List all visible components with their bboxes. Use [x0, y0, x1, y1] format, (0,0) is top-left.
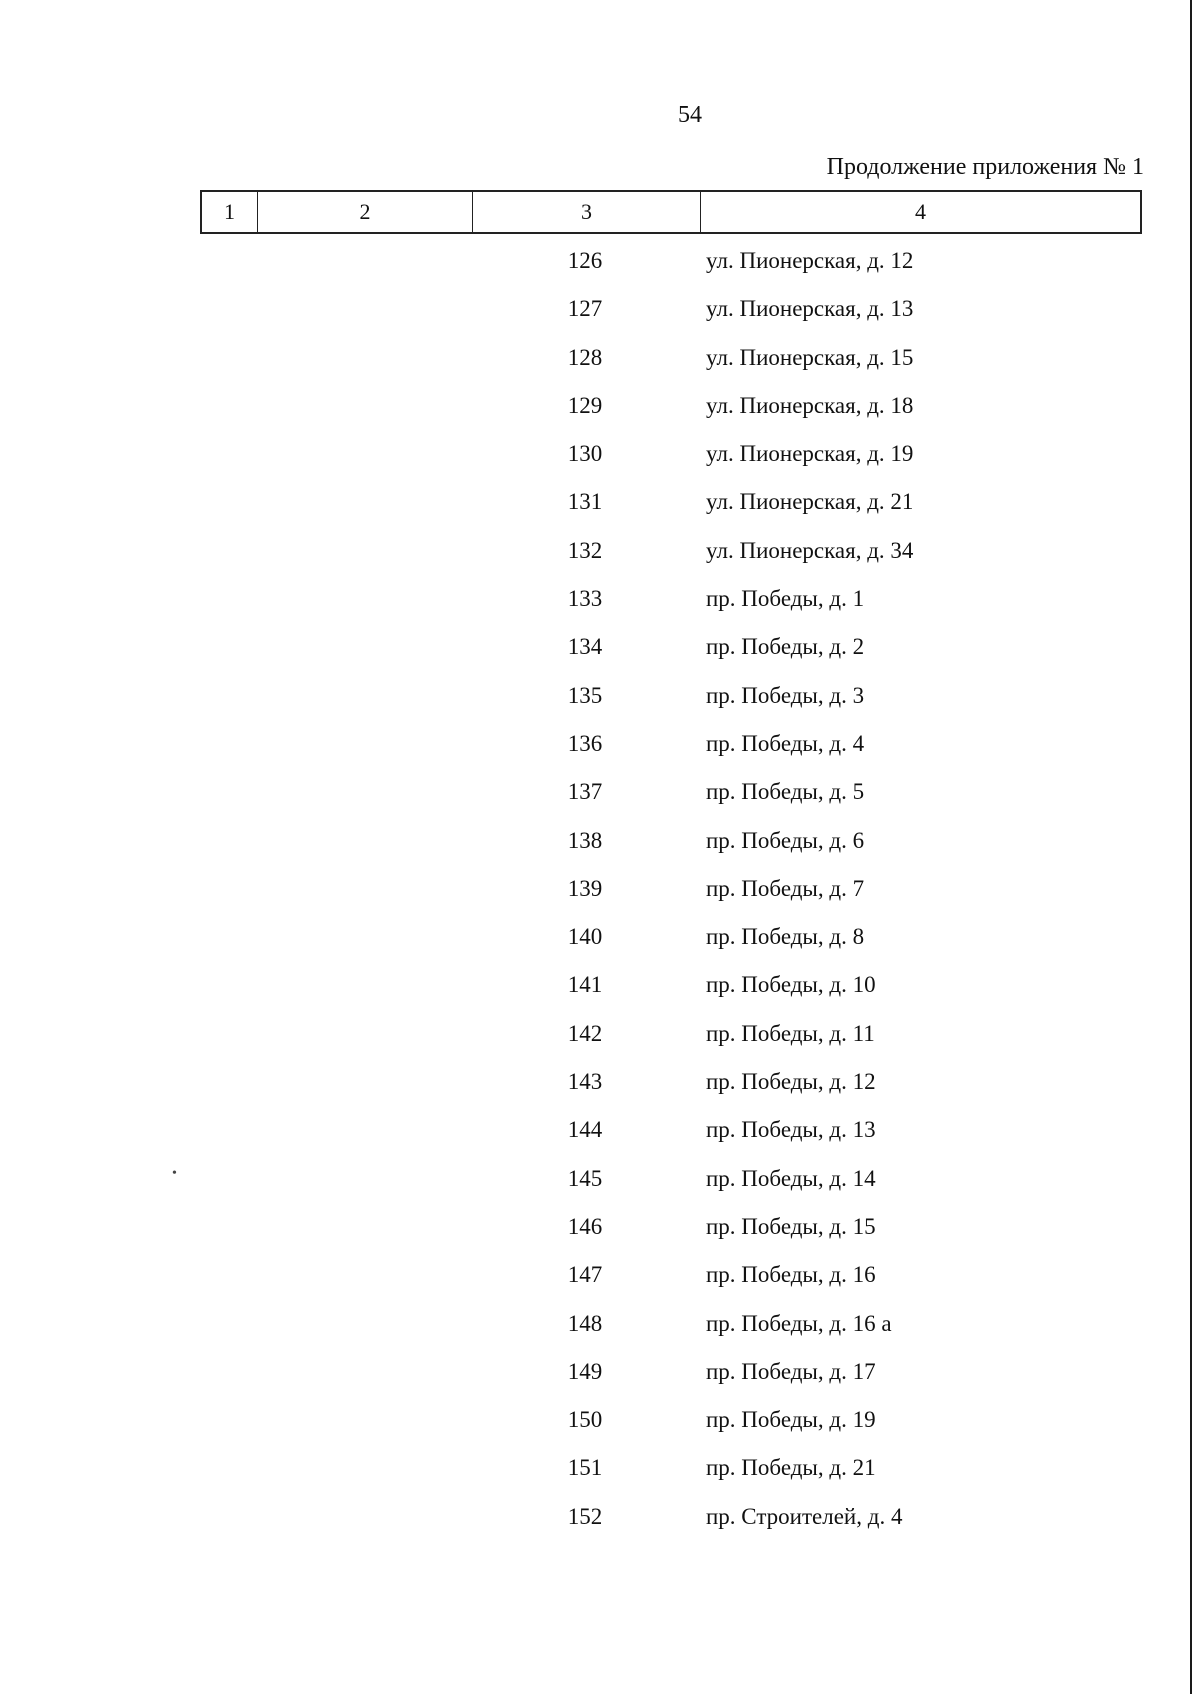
table-row: [0, 1497, 1200, 1545]
table-row: [0, 1448, 1200, 1496]
row-number: 141: [567, 972, 603, 998]
row-address: пр. Победы, д. 8: [706, 924, 865, 950]
row-address: пр. Победы, д. 12: [706, 1069, 876, 1095]
table-row: [0, 1062, 1200, 1110]
row-number: 127: [567, 296, 603, 322]
row-address: ул. Пионерская, д. 12: [706, 248, 914, 273]
row-address: пр. Победы, д. 5: [706, 779, 865, 805]
table-row: [0, 338, 1200, 386]
row-number: 150: [567, 1407, 603, 1433]
row-number: 140: [567, 924, 603, 950]
row-number: 133: [567, 586, 603, 612]
row-address: пр. Победы, д. 3: [706, 682, 865, 708]
row-address: ул. Пионерская, д. 21: [706, 489, 914, 515]
table-row: [0, 531, 1200, 579]
scan-speck: •: [172, 1166, 177, 1181]
row-number: 144: [567, 1117, 603, 1143]
row-number: 149: [567, 1358, 603, 1384]
table-row: [0, 821, 1200, 869]
row-address: пр. Победы, д. 16 а: [706, 1310, 892, 1336]
row-address: пр. Победы, д. 19: [706, 1407, 876, 1433]
table-header: [200, 190, 1142, 234]
row-address: ул. Пионерская, д. 34: [706, 537, 914, 563]
table-row: [0, 482, 1200, 530]
row-number: 138: [567, 827, 603, 853]
row-address: пр. Победы, д. 1: [706, 586, 865, 612]
table-row: [0, 579, 1200, 627]
scan-margin-line: [1190, 0, 1192, 1694]
table-row: [0, 627, 1200, 675]
table-row: [0, 1352, 1200, 1400]
column-header-3: 3: [473, 192, 701, 232]
row-number: 145: [567, 1165, 603, 1191]
page-number: 54: [678, 102, 702, 128]
table-body: [0, 241, 1200, 1545]
row-address: пр. Строителей, д. 4: [706, 1503, 903, 1529]
row-address: пр. Победы, д. 13: [706, 1117, 876, 1143]
table-row: [0, 1207, 1200, 1255]
row-address: пр. Победы, д. 4: [706, 730, 865, 756]
row-number: 132: [567, 537, 603, 563]
row-address: пр. Победы, д. 11: [706, 1020, 875, 1046]
row-number: 143: [567, 1069, 603, 1095]
row-number: 146: [567, 1213, 603, 1239]
table-row: [0, 869, 1200, 917]
row-number: 126: [567, 248, 603, 273]
continuation-label: Продолжение приложения № 1: [826, 154, 1144, 180]
row-number: 136: [567, 730, 603, 756]
table-row: [0, 676, 1200, 724]
row-number: 134: [567, 634, 603, 660]
column-header-2: 2: [258, 192, 473, 232]
row-number: 151: [567, 1455, 603, 1481]
table-row: [0, 917, 1200, 965]
row-number: 129: [567, 392, 603, 418]
table-row: [0, 1014, 1200, 1062]
table-row: [0, 1400, 1200, 1448]
table-row: [0, 1159, 1200, 1207]
row-address: пр. Победы, д. 21: [706, 1455, 876, 1481]
row-address: пр. Победы, д. 7: [706, 875, 865, 901]
row-address: пр. Победы, д. 10: [706, 972, 876, 998]
row-number: 135: [567, 682, 603, 708]
table-row: [0, 241, 1200, 289]
table-row: [0, 724, 1200, 772]
row-address: пр. Победы, д. 15: [706, 1213, 876, 1239]
column-header-4: 4: [915, 199, 926, 224]
row-address: пр. Победы, д. 16: [706, 1262, 876, 1288]
table-row: [0, 289, 1200, 337]
row-number: 142: [567, 1020, 603, 1046]
row-address: пр. Победы, д. 17: [706, 1358, 876, 1384]
row-address: ул. Пионерская, д. 18: [706, 392, 914, 418]
row-number: 148: [567, 1310, 603, 1336]
row-number: 137: [567, 779, 603, 805]
row-address: ул. Пионерская, д. 13: [706, 296, 914, 322]
table-row: [0, 965, 1200, 1013]
row-number: 131: [567, 489, 603, 515]
row-number: 147: [567, 1262, 603, 1288]
table-row: [0, 386, 1200, 434]
row-address: ул. Пионерская, д. 15: [706, 344, 914, 370]
row-address: ул. Пионерская, д. 19: [706, 441, 914, 467]
row-number: 128: [567, 344, 603, 370]
table-row: [0, 1304, 1200, 1352]
table-row: [0, 1255, 1200, 1303]
table-row: [0, 1110, 1200, 1158]
row-address: пр. Победы, д. 2: [706, 634, 865, 660]
row-number: 152: [567, 1503, 603, 1529]
table-row: [0, 434, 1200, 482]
table-row: [0, 772, 1200, 820]
row-number: 130: [567, 441, 603, 467]
row-address: пр. Победы, д. 6: [706, 827, 865, 853]
column-header-1: 1: [202, 192, 258, 232]
row-address: пр. Победы, д. 14: [706, 1165, 876, 1191]
row-number: 139: [567, 875, 603, 901]
